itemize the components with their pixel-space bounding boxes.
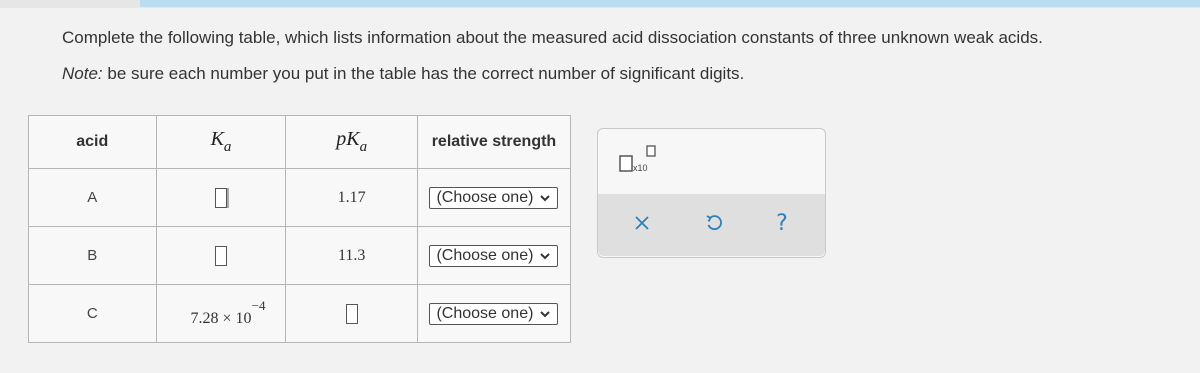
select-value: (Choose one) [436,304,534,322]
note-text [62,64,1182,84]
ka-cell[interactable] [156,169,286,227]
table-row [29,285,571,343]
chevron-down-icon [539,251,551,261]
ka-symbol: K [210,128,224,150]
pka-symbol: pK [336,128,360,150]
header-relative-strength: relative strength [417,116,570,169]
acid-label: A [87,188,98,206]
header-acid: acid [29,116,157,169]
pka-cell [286,227,417,285]
relative-strength-select[interactable] [429,303,558,325]
ka-base: 10 [235,309,252,327]
ka-mantissa: 7.28 [190,309,219,327]
ka-answer-input[interactable] [215,188,227,208]
table-row [29,169,571,227]
relative-strength-cell[interactable] [417,285,570,343]
ka-exponent: −4 [251,297,266,313]
ka-value [190,297,266,328]
acid-cell [29,285,157,343]
pka-cell [286,169,417,227]
select-value: (Choose one) [436,246,534,264]
ka-subscript: a [223,139,232,155]
acid-label: C [86,304,98,322]
note-body: be sure each number you put in the table has the correct number of significant digits. [102,64,745,83]
acid-cell [29,169,157,227]
acid-table [28,115,571,343]
sci-notation-label: x10 [633,163,648,173]
chevron-down-icon [539,309,551,319]
pka-subscript: a [359,139,368,155]
ka-times: × [222,309,232,327]
top-bar-accent [140,0,1200,7]
acid-label: B [87,246,98,264]
table-row [29,227,571,285]
help-icon: ? [776,210,788,236]
header-ka [156,116,286,169]
pka-answer-input[interactable] [346,304,358,324]
top-bar [0,0,1200,8]
undo-button[interactable] [700,209,728,237]
clear-icon [634,215,650,231]
note-label: Note: [62,64,103,83]
select-value: (Choose one) [436,188,534,206]
relative-strength-select[interactable] [429,245,558,267]
pka-value: 11.3 [337,246,366,264]
ka-cell[interactable] [156,227,286,285]
relative-strength-cell[interactable] [417,227,570,285]
pka-value: 1.17 [337,188,366,206]
pka-cell[interactable] [286,285,417,343]
instruction-text: Complete the following table, which lists information about the measured acid dissociation constants of three unknown weak acids. [62,28,1043,47]
header-pka [286,116,417,169]
relative-strength-select[interactable] [429,187,558,209]
help-button[interactable] [768,209,796,237]
chevron-down-icon [539,193,551,203]
acid-cell [29,227,157,285]
tool-panel [597,128,826,258]
relative-strength-cell[interactable] [417,169,570,227]
clear-button[interactable] [628,209,656,237]
ka-cell [156,285,286,343]
undo-icon [704,213,724,233]
instructions [62,28,1182,84]
ka-answer-input[interactable] [215,246,227,266]
scientific-notation-icon[interactable] [618,143,662,175]
